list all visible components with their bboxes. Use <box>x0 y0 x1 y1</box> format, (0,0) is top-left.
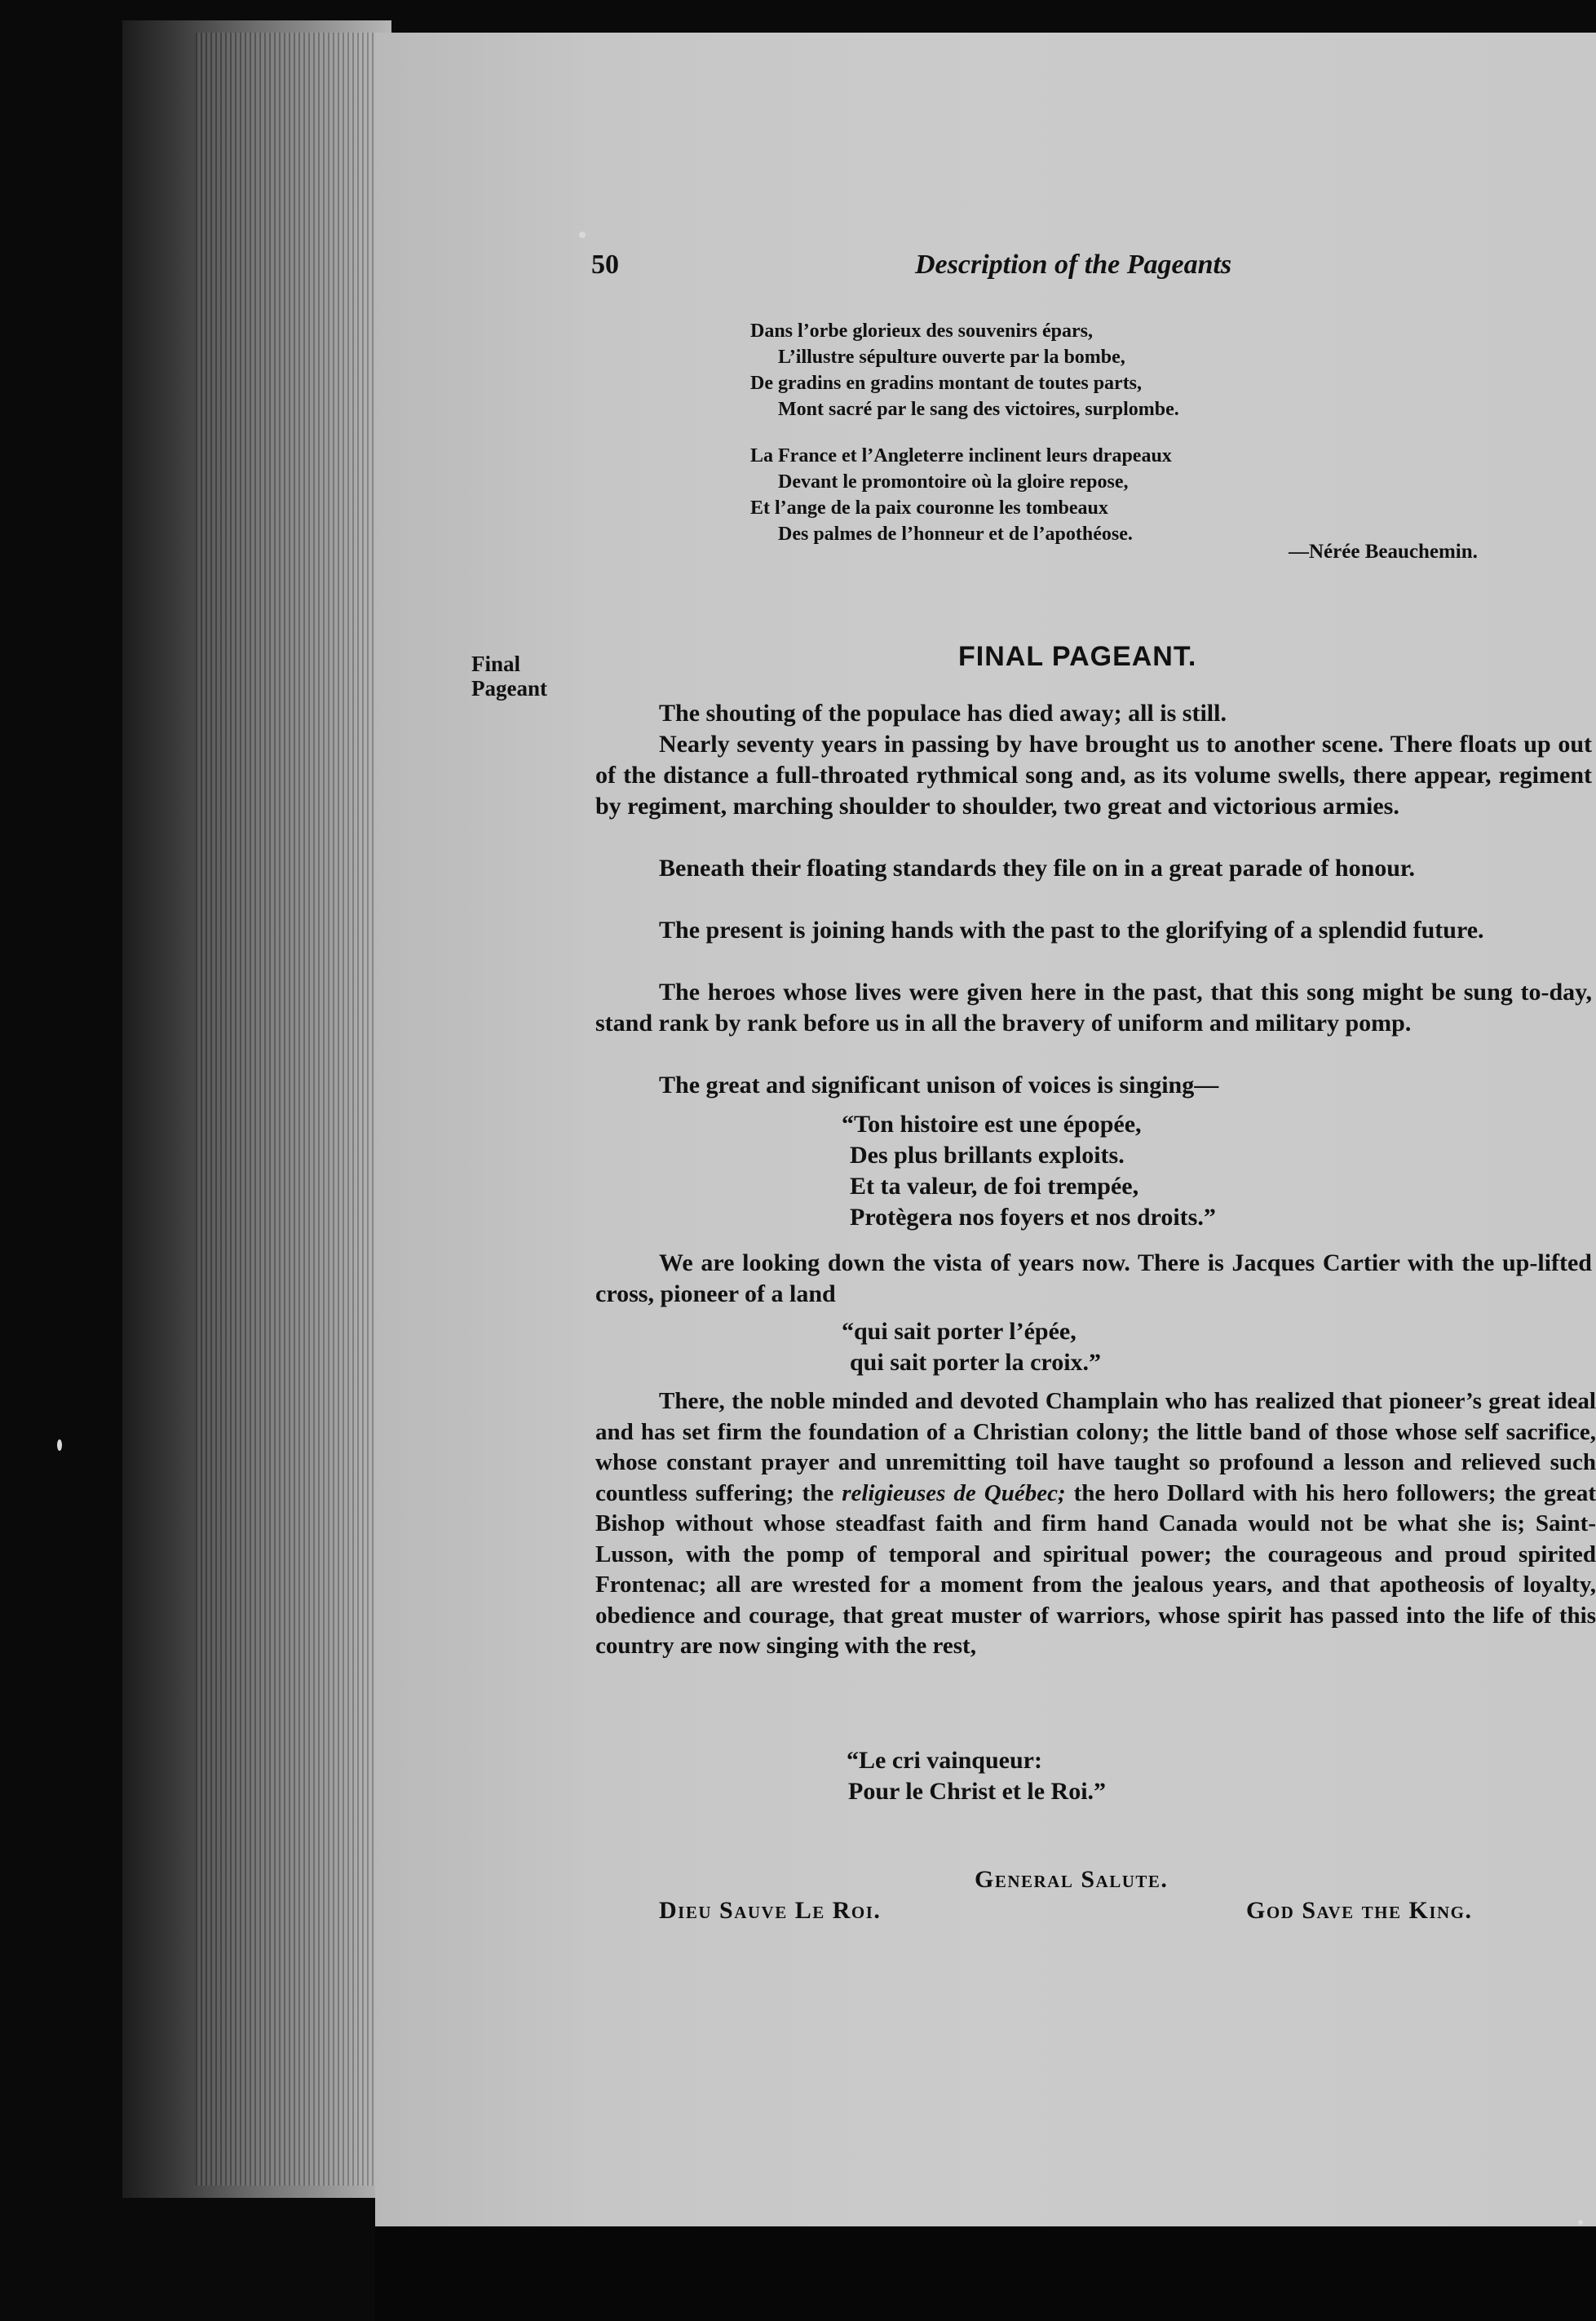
verse-line: Pour le Christ et le Roi.” <box>848 1778 1107 1805</box>
verse-line: “qui sait porter l’épée, <box>842 1318 1077 1345</box>
dust-speck <box>579 232 586 238</box>
section-heading: FINAL PAGEANT. <box>958 641 1197 672</box>
verse-line: qui sait porter la croix.” <box>850 1349 1102 1376</box>
god-save-the-king: God Save the King. <box>1246 1897 1473 1924</box>
verse-line: Protègera nos foyers et nos droits.” <box>850 1204 1216 1231</box>
verse-line: “Le cri vainqueur: <box>847 1747 1042 1774</box>
poem-line: Dans l’orbe glorieux des souvenirs épars, <box>750 321 1093 342</box>
dieu-sauve-le-roi: Dieu Sauve Le Roi. <box>659 1897 882 1924</box>
paragraph: The great and significant unison of voices is singing— <box>659 1072 1219 1099</box>
paragraph: The present is joining hands with the past to the glorifying of a splendid future. <box>659 917 1484 944</box>
poem-line: Et l’ange de la paix couronne les tombeaux <box>750 497 1108 519</box>
poem-attribution: —Nérée Beauchemin. <box>1289 541 1478 563</box>
paragraph: The shouting of the populace has died away; all is still. <box>659 700 1227 727</box>
running-head: Description of the Pageants <box>915 250 1232 280</box>
poem-stanza-2 <box>750 443 1172 547</box>
paragraph-text: There, the noble minded and devoted Champlain who has realized that pioneer’s great ideal and has set firm the foundation of a Christian colony; the little band of those whose self sacrifice, whose constant prayer and unremitting toil have taught so profound a lesson and relieved such countless suffering; the <box>595 1388 1596 1506</box>
paragraph-italic: religieuses de Québec; <box>842 1479 1066 1506</box>
dust-speck <box>1578 2220 1583 2225</box>
verse-line: “Ton histoire est une épopée, <box>842 1111 1142 1138</box>
poem-line: De gradins en gradins montant de toutes parts, <box>750 373 1143 394</box>
paragraph: The heroes whose lives were given here in the past, that this song might be sung to-day, stand rank by rank before us in all the bravery of uniform and military pomp. <box>595 979 1592 1037</box>
verse-line: Des plus brillants exploits. <box>850 1142 1125 1169</box>
poem-stanza-1 <box>750 318 1179 422</box>
poem-line: L’illustre sépulture ouverte par la bombe, <box>778 347 1125 368</box>
dust-speck <box>57 1439 62 1451</box>
scan-bottom-band <box>375 2226 1596 2321</box>
page-stack-edges <box>196 33 383 2186</box>
poem-line: La France et l’Angleterre inclinent leurs drapeaux <box>750 445 1172 466</box>
poem-line: Mont sacré par le sang des victoires, surplombe. <box>778 399 1179 420</box>
paragraph <box>595 1386 1596 1662</box>
poem-line: Des palmes de l’honneur et de l’apothéose. <box>778 524 1133 545</box>
paragraph: Beneath their floating standards they file on in a great parade of honour. <box>659 855 1415 882</box>
song-verse-1 <box>842 1109 1216 1233</box>
page-number: 50 <box>591 250 619 280</box>
song-verse-3 <box>847 1745 1106 1807</box>
side-note: Final Pageant <box>471 652 547 701</box>
paragraph: Nearly seventy years in passing by have brought us to another scene. There floats up out of the distance a full-throated rythmical song and, as its volume swells, there appear, regiment by regiment, marching shoulder to shoulder, two great and victorious armies. <box>595 731 1592 820</box>
verse-line: Et ta valeur, de foi trempée, <box>850 1173 1139 1200</box>
song-verse-2 <box>842 1316 1101 1378</box>
paragraph-text: the hero Dollard with his hero followers; the great Bishop without whose steadfast faith and firm hand Canada would not be what she is; Saint-Lusson, with the pomp of temporal and spiritual power; the courageous and proud spirited Frontenac; all are wrested for a moment from the jealous years, and that apotheosis of loyalty, obedience and courage, that great muster of warriors, whose spirit has passed into the life of this country are now singing with the rest, <box>595 1479 1596 1659</box>
poem-line: Devant le promontoire où la gloire repose, <box>778 471 1129 493</box>
general-salute: General Salute. <box>975 1866 1169 1893</box>
paragraph: We are looking down the vista of years now. There is Jacques Cartier with the up-lifted cross, pioneer of a land <box>595 1249 1592 1307</box>
